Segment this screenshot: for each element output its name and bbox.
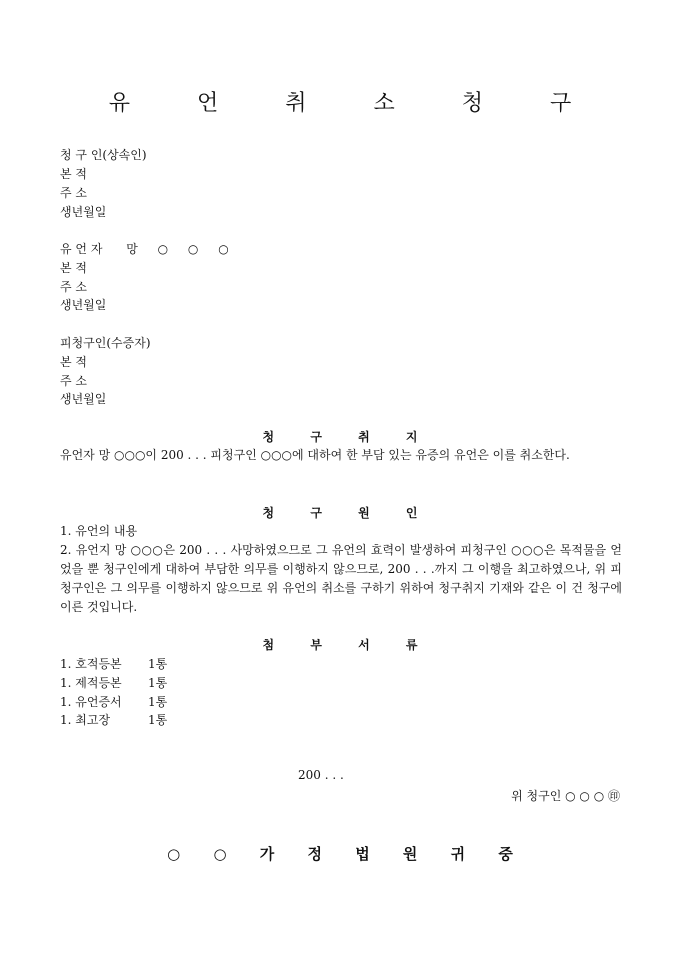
attachment-count: 1통 [148, 695, 168, 709]
attachment-item [60, 711, 168, 728]
claim-purpose-heading: 청 구 취 지 [262, 430, 434, 444]
respondent-address-label: 주 소 [60, 374, 87, 388]
testator-domicile-label: 본 적 [60, 261, 87, 275]
court-addressee: ○ ○ 가 정 법 원 귀 중 [167, 845, 527, 863]
claim-cause-item-2: 2. 유언지 망 ○○○은 200 . . . 사망하였으므로 그 유언의 효력이 발생하여 피청구인 ○○○은 목적물을 얻었을 뿐 청구인에게 대하여 부담한 의무를 이행하지 않으므로, 200 . . .까지 그 이행을 최고하였으나, 위 피청구인은 그 의무를 이행하지 않으므로 위 유언의 취소를 구하기 위하여 청구취지 기재와 같은 이 건 청구에 이른 것입니다. [60, 543, 622, 614]
testator-heading: 유 언 자 [60, 242, 103, 256]
attachments-heading: 첨 부 서 류 [262, 638, 434, 652]
respondent-birth-label: 생년월일 [60, 392, 107, 406]
testator-address-label: 주 소 [60, 280, 87, 294]
attachment-count: 1통 [148, 676, 168, 690]
attachment-name: 1. 제적등본 [60, 676, 122, 690]
attachment-item [60, 674, 168, 691]
attachment-item [60, 655, 168, 672]
claim-cause-item-1: 1. 유언의 내용 [60, 524, 138, 538]
testator-row [60, 240, 237, 257]
attachment-item [60, 693, 168, 710]
respondent-domicile-label: 본 적 [60, 355, 87, 369]
testator-name: 망 ○ ○ ○ [126, 242, 237, 256]
filing-date: 200 . . . [298, 768, 344, 782]
attachment-name: 1. 호적등본 [60, 657, 122, 671]
claimant-heading: 청 구 인(상속인) [60, 148, 147, 162]
claimant-domicile-label: 본 적 [60, 167, 87, 181]
claimant-birth-label: 생년월일 [60, 205, 107, 219]
claim-purpose-text: 유언자 망 ○○○이 200 . . . 피청구인 ○○○에 대하여 한 부담 있는 유증의 유언은 이를 취소한다. [60, 448, 570, 462]
attachment-name: 1. 최고장 [60, 713, 111, 727]
claimant-address-label: 주 소 [60, 186, 87, 200]
attachment-count: 1통 [148, 713, 168, 727]
attachment-count: 1통 [148, 657, 168, 671]
claimant-signature: 위 청구인 ○ ○ ○ ㊞ [511, 789, 620, 803]
testator-birth-label: 생년월일 [60, 298, 107, 312]
attachment-name: 1. 유언증서 [60, 695, 122, 709]
respondent-heading: 피청구인(수증자) [60, 336, 151, 350]
claim-cause-heading: 청 구 원 인 [262, 506, 434, 520]
document-title: 유 언 취 소 청 구 [108, 91, 602, 116]
